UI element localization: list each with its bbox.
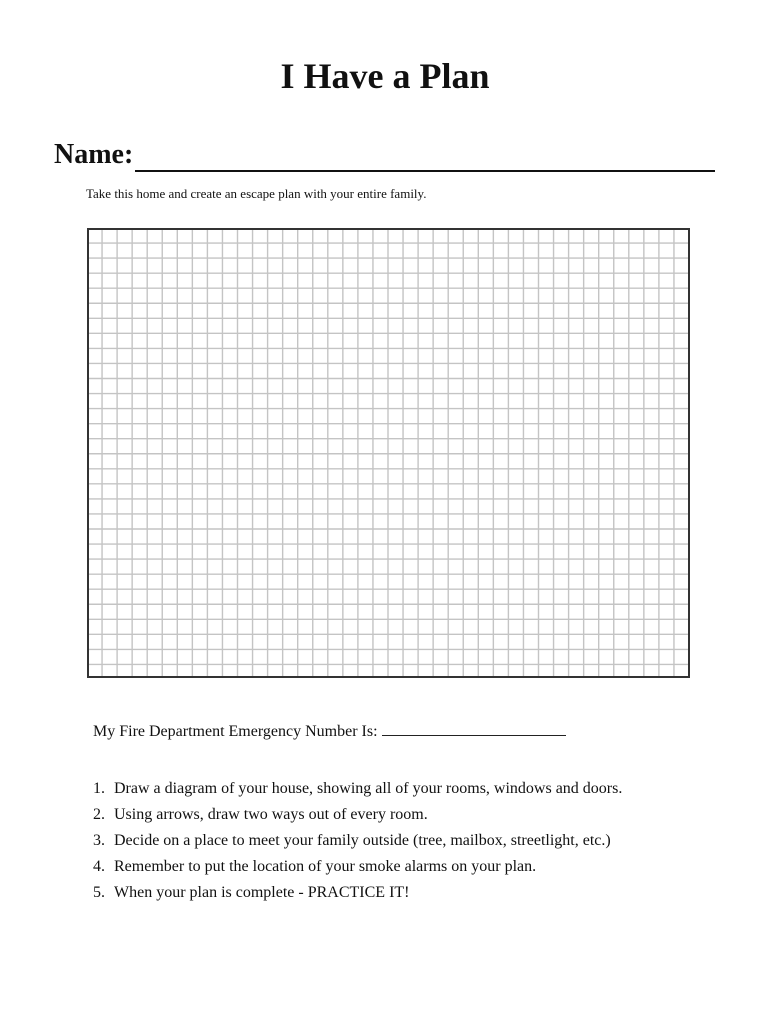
graph-paper[interactable] <box>87 228 690 678</box>
step-text: When your plan is complete - PRACTICE IT! <box>114 884 410 901</box>
step-item: 4. Remember to put the location of your smoke alarms on your plan. <box>93 858 537 875</box>
step-item: 3. Decide on a place to meet your family outside (tree, mailbox, streetlight, etc.) <box>93 832 611 849</box>
step-text: Remember to put the location of your smoke alarms on your plan. <box>114 858 537 875</box>
name-input-line[interactable] <box>135 140 715 172</box>
page-title: I Have a Plan <box>280 56 490 96</box>
name-field-row <box>54 138 715 172</box>
instruction-text: Take this home and create an escape plan with your entire family. <box>86 186 427 201</box>
step-text: Draw a diagram of your house, showing all of your rooms, windows and doors. <box>114 780 623 797</box>
emergency-number-label: My Fire Department Emergency Number Is: <box>93 723 378 740</box>
name-label: Name: <box>54 139 134 170</box>
steps-list <box>93 778 622 908</box>
emergency-number-row <box>93 721 566 742</box>
step-text: Using arrows, draw two ways out of every room. <box>114 806 428 823</box>
floor-plan-grid[interactable] <box>87 228 690 678</box>
step-item: 5. When your plan is complete - PRACTICE IT! <box>93 884 410 901</box>
emergency-number-input-line[interactable] <box>382 721 566 736</box>
step-item: 1. Draw a diagram of your house, showing all of your rooms, windows and doors. <box>93 780 623 797</box>
step-item: 2. Using arrows, draw two ways out of every room. <box>93 806 428 823</box>
step-text: Decide on a place to meet your family outside (tree, mailbox, streetlight, etc.) <box>114 832 611 849</box>
